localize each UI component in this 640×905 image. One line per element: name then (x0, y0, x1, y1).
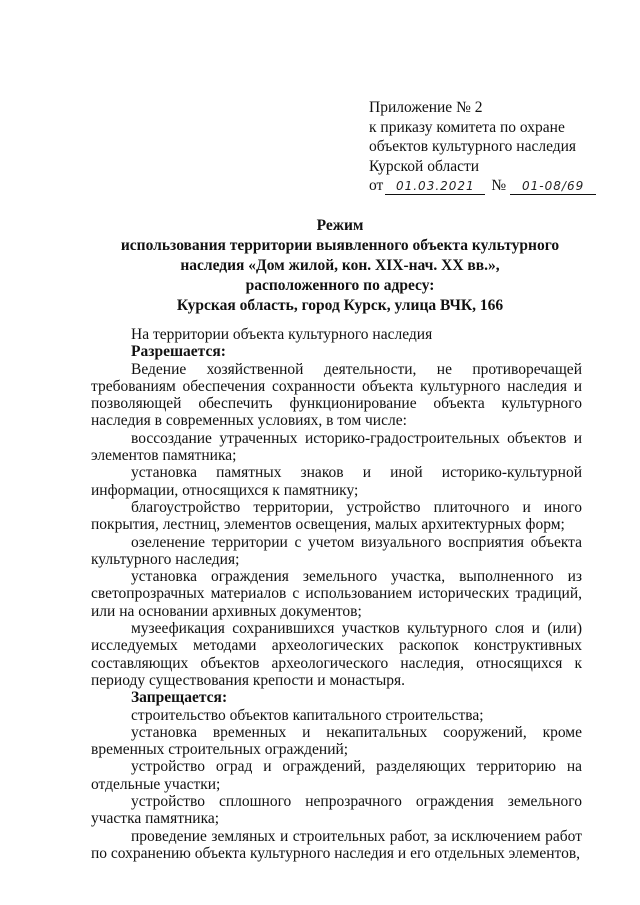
title-line-2: использования территории выявленного объекта культурного (120, 237, 560, 254)
allowed-item: музеефикация сохранившихся участков культурного слоя и (или) исследуемых методами археологических раскопок конструктивных составляющих объектов археологического наследия, относящихся к периоду существования крепости и монастыря. (91, 620, 582, 689)
allowed-item: воссоздание утраченных историко-градостроительных объектов и элементов памятника; (91, 429, 582, 465)
title-line-1: Режим (316, 217, 364, 234)
number-prefix: № (491, 177, 507, 194)
order-date-handwritten: 01.03.2021 (385, 179, 485, 195)
intro-paragraph: На территории объекта культурного наследия (131, 326, 433, 343)
appendix-order-line: к приказу комитета по охране (369, 118, 565, 136)
forbidden-item: проведение земляных и строительных работ, за исключением работ по сохранению объекта культурного наследия и его отдельных элементов, (91, 827, 582, 862)
title-line-4: расположенного по адресу: (245, 277, 435, 294)
order-date-number-line (369, 176, 609, 196)
allowed-item: установка ограждения земельного участка, выполненного из светопрозрачных материалов с использованием исторических традиций, или на основании архивных документов; (91, 568, 582, 620)
appendix-committee-line: объектов культурного наследия (369, 138, 577, 155)
title-line-3: наследия «Дом жилой, кон. XIX-нач. XX вв.», (180, 257, 500, 274)
appendix-region-line: Курской области (369, 157, 480, 175)
forbidden-item: устройство оград и ограждений, разделяющих территорию на отдельные участки; (91, 758, 582, 793)
document-title (60, 216, 620, 316)
allowed-item: озеленение территории с учетом визуального восприятия объекта культурного наследия; (91, 533, 582, 568)
order-number-handwritten: 01-08/69 (510, 179, 596, 195)
allowed-item: Ведение хозяйственной деятельности, не противоречащей требованиям обеспечения сохранности объекта культурного наследия и позволяющей обеспечить функционирование объекта культурного наследия в современных условиях, в том числе: (91, 360, 582, 430)
forbidden-item: установка временных и некапитальных сооружений, кроме временных строительных ограждений; (91, 723, 582, 759)
document-body (91, 326, 582, 862)
forbidden-item: устройство сплошного непрозрачного ограждения земельного участка памятника; (91, 793, 582, 828)
allowed-item: установка памятных знаков и иной историко-культурной информации, относящихся к памятнику; (91, 464, 582, 499)
allowed-heading: Разрешается: (131, 343, 226, 361)
forbidden-heading: Запрещается: (131, 689, 228, 707)
forbidden-item: строительство объектов капитального строительства; (131, 706, 484, 724)
allowed-item: благоустройство территории, устройство плиточного и иного покрытия, лестниц, элементов освещения, малых архитектурных форм; (91, 498, 582, 534)
title-line-5: Курская область, город Курск, улица ВЧК, 166 (176, 297, 504, 314)
date-prefix: от (369, 177, 384, 194)
appendix-number: Приложение № 2 (369, 99, 483, 116)
appendix-header (369, 98, 609, 196)
